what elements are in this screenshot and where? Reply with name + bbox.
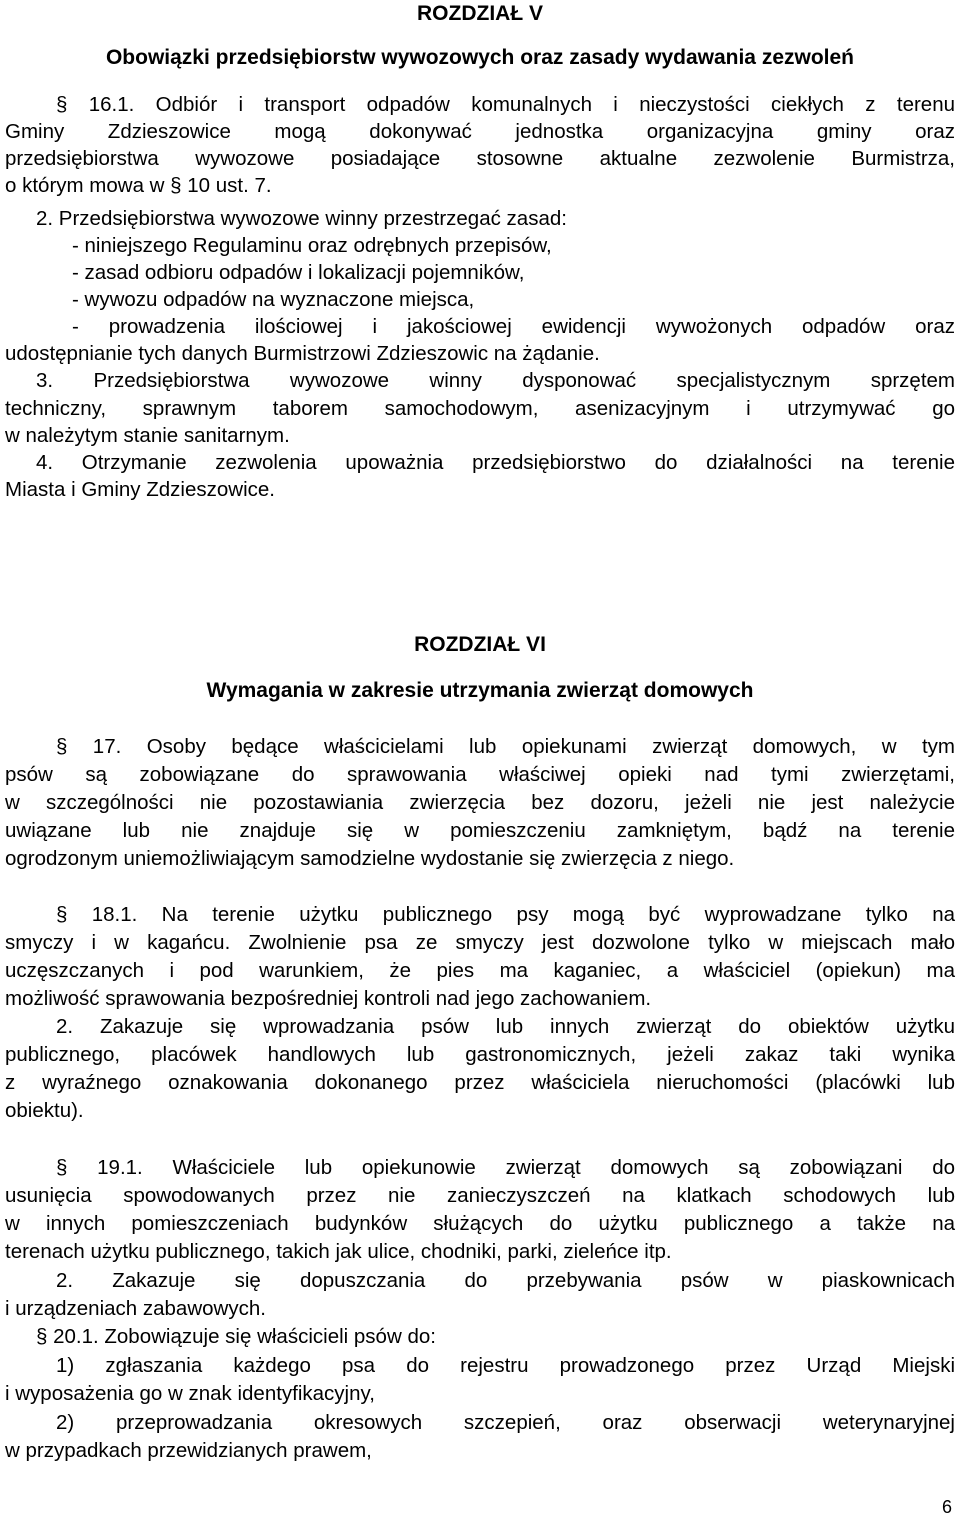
chapter-6-heading: ROZDZIAŁ VI [414, 633, 546, 656]
paragraph-line: 3. Przedsiębiorstwa wywozowe winny dysponować specjalistycznym sprzętem [36, 369, 955, 392]
paragraph-line: ogrodzonym uniemożliwiającym samodzielne wydostanie się zwierzęcia z niego. [5, 847, 735, 870]
paragraph-line: smyczy i w kagańcu. Zwolnienie psa ze smyczy jest dozwolone tylko w miejscach mało [5, 931, 955, 954]
paragraph-line: w należytym stanie sanitarnym. [5, 424, 290, 447]
paragraph-line: z wyraźnego oznakowania dokonanego przez właściciela nieruchomości (placówki lub [5, 1071, 955, 1094]
chapter-5-heading: ROZDZIAŁ V [417, 2, 543, 25]
list-item: 2) przeprowadzania okresowych szczepień, oraz obserwacji weterynaryjnej [56, 1411, 955, 1434]
paragraph-line: Gminy Zdzieszowice mogą dokonywać jednostka organizacyjna gminy oraz [5, 120, 955, 143]
paragraph-line: § 19.1. Właściciele lub opiekunowie zwierząt domowych są zobowiązani do [56, 1156, 955, 1179]
paragraph-line: udostępnianie tych danych Burmistrzowi Zdzieszowic na żądanie. [5, 342, 600, 365]
paragraph-line: terenach użytku publicznego, takich jak ulice, chodniki, parki, zieleńce itp. [5, 1240, 672, 1263]
paragraph-line: usunięcia spowodowanych przez nie zanieczyszczeń na klatkach schodowych lub [5, 1184, 955, 1207]
paragraph-line: 2. Zakazuje się dopuszczania do przebywania psów w piaskownicach [56, 1269, 955, 1292]
paragraph-line: 2. Zakazuje się wprowadzania psów lub innych zwierząt do obiektów użytku [56, 1015, 955, 1038]
paragraph-line: i urządzeniach zabawowych. [5, 1297, 266, 1320]
chapter-6-subheading: Wymagania w zakresie utrzymania zwierząt domowych [206, 679, 754, 702]
paragraph-line: przedsiębiorstwa wywozowe posiadające stosowne aktualne zezwolenie Burmistrza, [5, 147, 955, 170]
paragraph-line: § 20.1. Zobowiązuje się właścicieli psów do: [36, 1325, 436, 1348]
paragraph-line: 2. Przedsiębiorstwa wywozowe winny przestrzegać zasad: [36, 207, 567, 230]
list-item: - wywozu odpadów na wyznaczone miejsca, [72, 288, 475, 311]
paragraph-line: psów są zobowiązane do sprawowania właściwej opieki nad tymi zwierzętami, [5, 763, 955, 786]
paragraph-line: uwiązane lub nie znajduje się w pomieszczeniu zamkniętym, bądź na terenie [5, 819, 955, 842]
list-item: - prowadzenia ilościowej i jakościowej ewidencji wywożonych odpadów oraz [72, 315, 955, 338]
paragraph-line: uczęszczanych i pod warunkiem, że pies ma kaganiec, a właściciel (opiekun) ma [5, 959, 955, 982]
paragraph-line: § 16.1. Odbiór i transport odpadów komunalnych i nieczystości ciekłych z terenu [56, 93, 955, 116]
paragraph-line: § 17. Osoby będące właścicielami lub opiekunami zwierząt domowych, w tym [56, 735, 955, 758]
paragraph-line: o którym mowa w § 10 ust. 7. [5, 174, 272, 197]
list-item: 1) zgłaszania każdego psa do rejestru prowadzonego przez Urząd Miejski [56, 1354, 955, 1377]
paragraph-line: 4. Otrzymanie zezwolenia upoważnia przedsiębiorstwo do działalności na terenie [36, 451, 955, 474]
list-item: w przypadkach przewidzianych prawem, [5, 1439, 372, 1462]
paragraph-line: w innych pomieszczeniach budynków służących do użytku publicznego a także na [5, 1212, 955, 1235]
paragraph-line: możliwość sprawowania bezpośredniej kontroli nad jego zachowaniem. [5, 987, 652, 1010]
paragraph-line: publicznego, placówek handlowych lub gastronomicznych, jeżeli zakaz taki wynika [5, 1043, 955, 1066]
list-item: - niniejszego Regulaminu oraz odrębnych przepisów, [72, 234, 552, 257]
list-item: i wyposażenia go w znak identyfikacyjny, [5, 1382, 375, 1405]
list-item: - zasad odbioru odpadów i lokalizacji pojemników, [72, 261, 525, 284]
paragraph-line: w szczególności nie pozostawiania zwierzęcia bez dozoru, jeżeli nie jest należycie [5, 791, 955, 814]
paragraph-line: techniczny, sprawnym taborem samochodowym, asenizacyjnym i utrzymywać go [5, 397, 955, 420]
paragraph-line: § 18.1. Na terenie użytku publicznego psy mogą być wyprowadzane tylko na [56, 903, 955, 926]
paragraph-line: Miasta i Gminy Zdzieszowice. [5, 478, 275, 501]
paragraph-line: obiektu). [5, 1099, 84, 1122]
chapter-5-subheading: Obowiązki przedsiębiorstw wywozowych oraz zasady wydawania zezwoleń [105, 46, 855, 69]
page-number: 6 [941, 1497, 952, 1517]
